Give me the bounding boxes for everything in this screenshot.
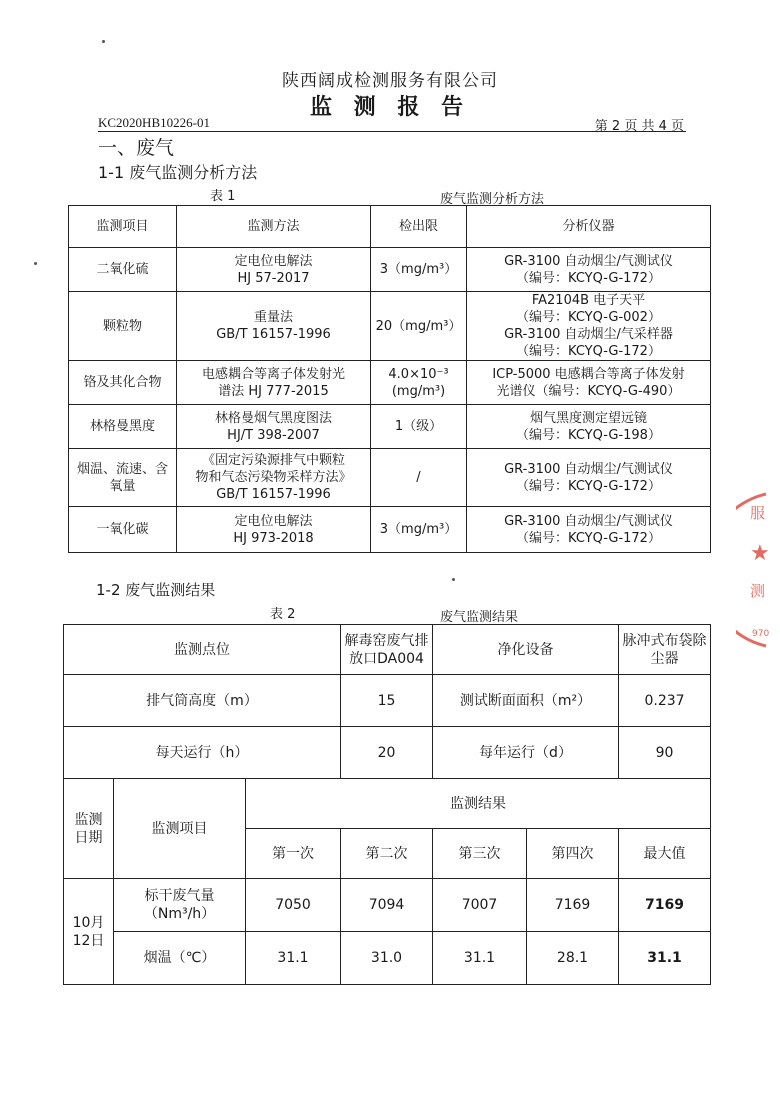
cell-line: HJ 57-2017 [237,270,310,286]
cell-line: （编号：KCYQ-G-172） [516,270,661,286]
scan-speck [452,578,455,581]
instrument-cell [467,361,711,405]
header-cell: 监测方法 [177,206,371,248]
value-cell: 7050 [246,879,341,932]
header-cell: 监测项目 [69,206,177,248]
item-cell: 颗粒物 [69,292,177,361]
yearly-value: 90 [619,727,711,779]
report-title: 监 测 报 告 [310,95,470,120]
table-header-row [69,206,711,248]
cell-line: 《固定污染源排气中颗粒 [201,453,345,468]
instrument-cell [467,405,711,449]
seal-stamp [736,490,780,650]
daily-label: 每天运行（h） [64,727,341,779]
monitoring-results-table [63,624,711,985]
cell-line: GB/T 16157-1996 [216,487,331,502]
cell-line: HJ 973-2018 [233,530,314,546]
purifier-label: 净化设备 [433,625,619,675]
run-header: 第三次 [433,829,527,879]
cell-line: 4.0×10⁻³ [388,366,449,382]
result-header: 监测结果 [246,779,711,829]
value-cell: 31.0 [341,932,433,985]
limit-cell [371,507,467,553]
table-number: 表 2 [270,607,296,622]
instrument-cell [467,292,711,361]
cell-line: 物和气态污染物采样方法》 [195,470,352,485]
yearly-label: 每年运行（d） [433,727,619,779]
value-cell: 7094 [341,879,433,932]
max-cell: 7169 [619,879,711,932]
header-cell: 分析仪器 [467,206,711,248]
limit-cell [371,292,467,361]
limit-cell [371,248,467,292]
item-cell: 标干废气量（Nm³/h） [114,879,246,932]
item-cell: 铬及其化合物 [69,361,177,405]
cell-line: 电感耦合等离子体发射光 [201,366,345,382]
table-row [64,879,711,932]
cell-line: 重量法 [253,310,293,325]
point-value: 解毒窑废气排放口DA004 [341,625,433,675]
page-number: 第 2 页 共 4 页 [594,119,684,134]
area-label: 测试断面面积（m²） [433,675,619,727]
item-cell: 二氧化硫 [69,248,177,292]
cell-line: GB/T 16157-1996 [216,327,331,342]
limit-cell [371,405,467,449]
run-header: 第四次 [527,829,619,879]
table-row [69,507,711,553]
cell-line: （编号：KCYQ-G-172） [516,530,661,546]
table-caption: 废气监测分析方法 [440,192,545,207]
daily-value: 20 [341,727,433,779]
instrument-cell [467,248,711,292]
item-cell: 一氧化碳 [69,507,177,553]
method-cell [177,292,371,361]
cell-line: 烟气黑度测定望远镜 [529,410,647,426]
svg-text:★: ★ [750,541,770,566]
cell-line: GR-3100 自动烟尘/气测试仪 [504,461,673,477]
svg-text:970: 970 [752,629,770,639]
cell-line: ICP-5000 电感耦合等离子体发射 [492,366,685,382]
cell-line: 3（mg/m³） [379,522,458,537]
cell-line: （编号：KCYQ-G-002） [516,310,661,325]
table-caption: 废气监测结果 [440,610,519,625]
table-number: 表 1 [210,189,236,204]
instrument-cell [467,507,711,553]
cell-line: 1（级） [394,419,443,434]
item-cell: 烟温、流速、含氧量 [69,449,177,507]
cell-line: 3（mg/m³） [379,262,458,277]
table-row [69,405,711,449]
item-cell: 烟温（℃） [114,932,246,985]
table-row [64,932,711,985]
date-cell: 10月12日 [64,879,114,985]
value-cell: 31.1 [246,932,341,985]
purifier-value: 脉冲式布袋除尘器 [619,625,711,675]
cell-line: 谱法 HJ 777-2015 [218,383,329,399]
value-cell: 31.1 [433,932,527,985]
svg-text:服: 服 [750,504,766,522]
header-rule [98,131,686,132]
cell-line: HJ/T 398-2007 [227,427,320,443]
area-value: 0.237 [619,675,711,727]
company-name: 陕西阔成检测服务有限公司 [282,71,498,91]
max-cell: 31.1 [619,932,711,985]
limit-cell [371,361,467,405]
table-row [64,727,711,779]
table-row [64,675,711,727]
value-cell: 28.1 [527,932,619,985]
value-cell: 7007 [433,879,527,932]
cell-line: （编号：KCYQ-G-198） [516,427,661,443]
analysis-methods-table [68,205,711,553]
method-cell [177,361,371,405]
method-cell [177,405,371,449]
cell-line: （编号：KCYQ-G-172） [516,344,661,359]
cell-line: (mg/m³) [391,383,446,399]
svg-text:测: 测 [750,582,766,600]
method-cell [177,507,371,553]
scan-speck [34,262,37,265]
instrument-cell [467,449,711,507]
stack-height-value: 15 [341,675,433,727]
method-cell [177,449,371,507]
table-row [64,625,711,675]
limit-cell [371,449,467,507]
table-row [69,292,711,361]
table-row [69,361,711,405]
run-header: 最大值 [619,829,711,879]
subsection-title: 1-2 废气监测结果 [96,581,216,599]
table-row [64,779,711,829]
report-number: KC2020HB10226-01 [98,115,210,130]
header-cell: 检出限 [371,206,467,248]
cell-line: 20（mg/m³） [375,318,462,334]
scan-speck [102,40,105,43]
cell-line: GR-3100 自动烟尘/气测试仪 [504,513,673,529]
method-cell [177,248,371,292]
cell-line: 光谱仪（编号：KCYQ-G-490） [496,383,681,399]
run-header: 第一次 [246,829,341,879]
stack-height-label: 排气筒高度（m） [64,675,341,727]
item-header: 监测项目 [114,779,246,879]
point-label: 监测点位 [64,625,341,675]
cell-line: （编号：KCYQ-G-172） [516,478,661,494]
cell-line: / [416,470,421,485]
table-row [69,248,711,292]
table-row [69,449,711,507]
cell-line: FA2104B 电子天平 [531,293,646,308]
cell-line: GR-3100 自动烟尘/气采样器 [504,327,673,342]
run-header: 第二次 [341,829,433,879]
cell-line: 林格曼烟气黑度图法 [214,410,332,426]
cell-line: 定电位电解法 [234,513,313,529]
date-header: 监测日期 [64,779,114,879]
item-cell: 林格曼黑度 [69,405,177,449]
section-title: 一、废气 [98,137,175,159]
subsection-title: 1-1 废气监测分析方法 [98,163,258,182]
cell-line: GR-3100 自动烟尘/气测试仪 [504,253,673,269]
cell-line: 定电位电解法 [234,253,313,269]
value-cell: 7169 [527,879,619,932]
